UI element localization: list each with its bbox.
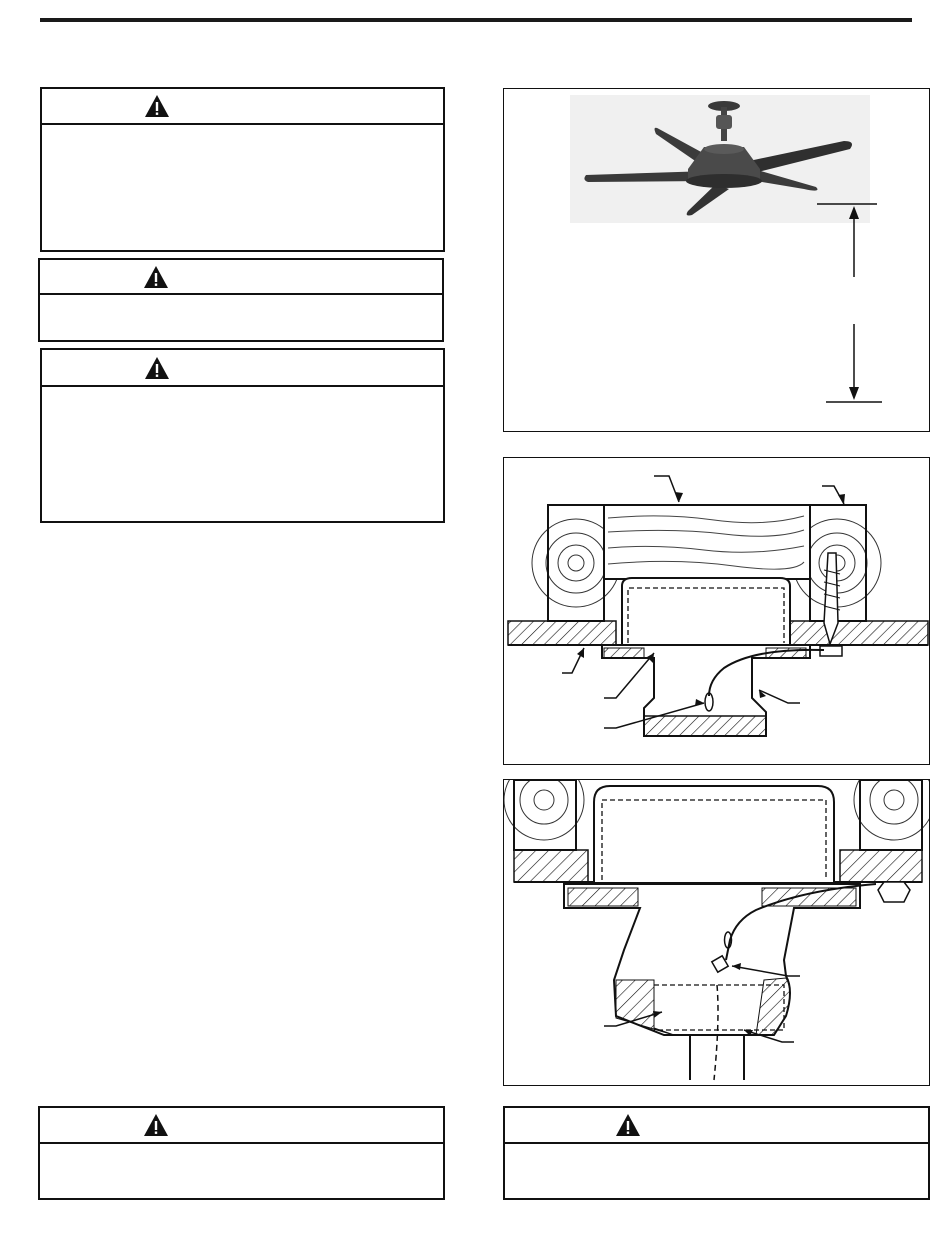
hanger-bracket-illustration [504, 780, 930, 1086]
warning-box-4 [38, 1106, 445, 1200]
figure-fan-clearance [503, 88, 930, 432]
warning-header [42, 350, 443, 387]
warning-box-1 [40, 87, 445, 252]
warning-triangle-icon [615, 1113, 641, 1137]
warning-box-3 [40, 348, 445, 523]
warning-box-5 [503, 1106, 930, 1200]
figure-outlet-box-mounting [503, 457, 930, 765]
warning-header [40, 1108, 443, 1144]
warning-triangle-icon [143, 1113, 169, 1137]
warning-header [505, 1108, 928, 1144]
header-rule [40, 18, 912, 22]
warning-box-2 [38, 258, 444, 342]
warning-header [42, 89, 443, 125]
outlet-box-illustration [504, 458, 930, 765]
warning-triangle-icon [144, 94, 170, 118]
figure-hanger-bracket-cable [503, 779, 930, 1086]
warning-triangle-icon [144, 356, 170, 380]
fan-clearance-illustration [504, 89, 930, 432]
warning-header [40, 260, 442, 295]
warning-triangle-icon [143, 265, 169, 289]
